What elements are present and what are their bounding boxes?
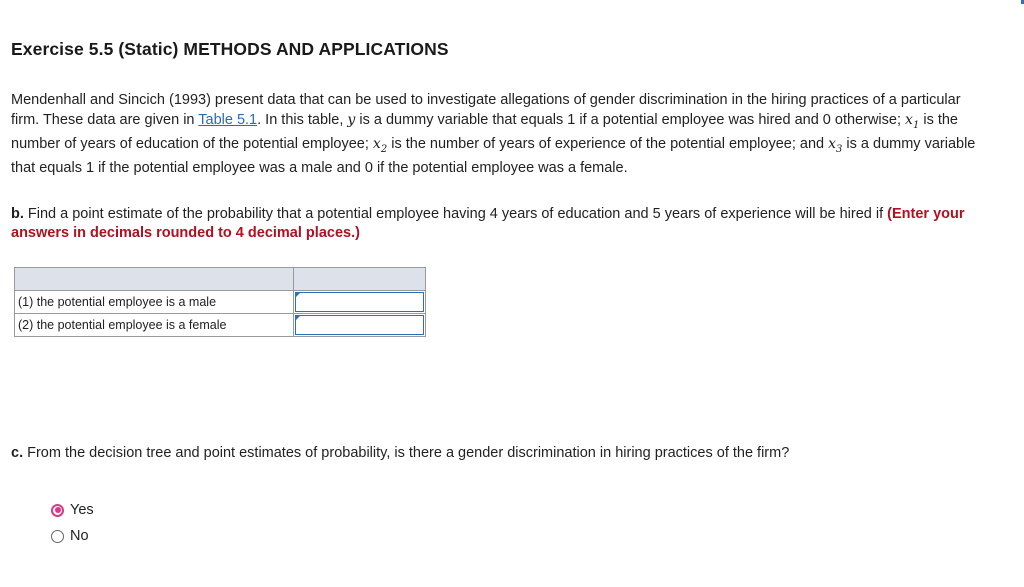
option-label: No <box>70 528 89 544</box>
table-row <box>15 314 426 337</box>
var-x1: $x_1$ <box>905 111 920 131</box>
option-label: Yes <box>70 502 94 518</box>
female-probability-input[interactable] <box>295 315 424 335</box>
row-label: (1) the potential employee is a male <box>15 291 294 314</box>
answer-instructions: (Enter your answers in decimals rounded to 4 decimal places.) <box>11 206 965 241</box>
exercise-page <box>11 0 1011 587</box>
exercise-title: Exercise 5.5 (Static) METHODS AND APPLICATIONS <box>11 39 449 59</box>
table-header-row <box>15 268 426 291</box>
table-row <box>15 291 426 314</box>
header-cell-value <box>294 268 426 291</box>
var-x2: $x_2$ <box>372 135 388 155</box>
answer-cell <box>294 291 426 314</box>
var-x3: $x_3$ <box>828 135 843 155</box>
answer-options <box>51 497 94 549</box>
radio-selected-icon[interactable] <box>51 504 64 517</box>
part-b-label: b. <box>11 206 24 222</box>
part-c-label: c. <box>11 445 24 461</box>
answer-table <box>14 267 426 337</box>
row-label: (2) the potential employee is a female <box>15 314 294 337</box>
part-c-question: c. From the decision tree and point estimates of probability, is there a gender discrimination in hiring practices of the firm? <box>11 445 790 461</box>
answer-cell <box>294 314 426 337</box>
male-probability-input[interactable] <box>295 292 424 312</box>
part-b-question: b. Find a point estimate of the probability that a potential employee having 4 years of education and 5 years of experience will be hired if (Enter your answers in decimals rounded to 4 decimal places.) <box>11 206 965 241</box>
option-yes[interactable] <box>51 497 94 523</box>
problem-description: Mendenhall and Sincich (1993) present data that can be used to investigate allegations of gender discrimination in the hiring practices of a particular firm. These data are given in Table 5.1. In this table, y is a dummy variable that equals 1 if a potential employee was hired and 0 otherwise; $x_1$ is the number of years of education of the potential employee; $x_2$ is the number of years of experience of the potential employee; and $x_3$ is a dummy variable that equals 1 if the potential employee was a male and 0 if the potential employee was a female. <box>11 92 976 177</box>
option-no[interactable] <box>51 523 94 549</box>
header-cell-label <box>15 268 294 291</box>
radio-unselected-icon[interactable] <box>51 530 64 543</box>
var-y: y <box>347 111 356 128</box>
table-link[interactable]: Table 5.1 <box>198 111 258 128</box>
